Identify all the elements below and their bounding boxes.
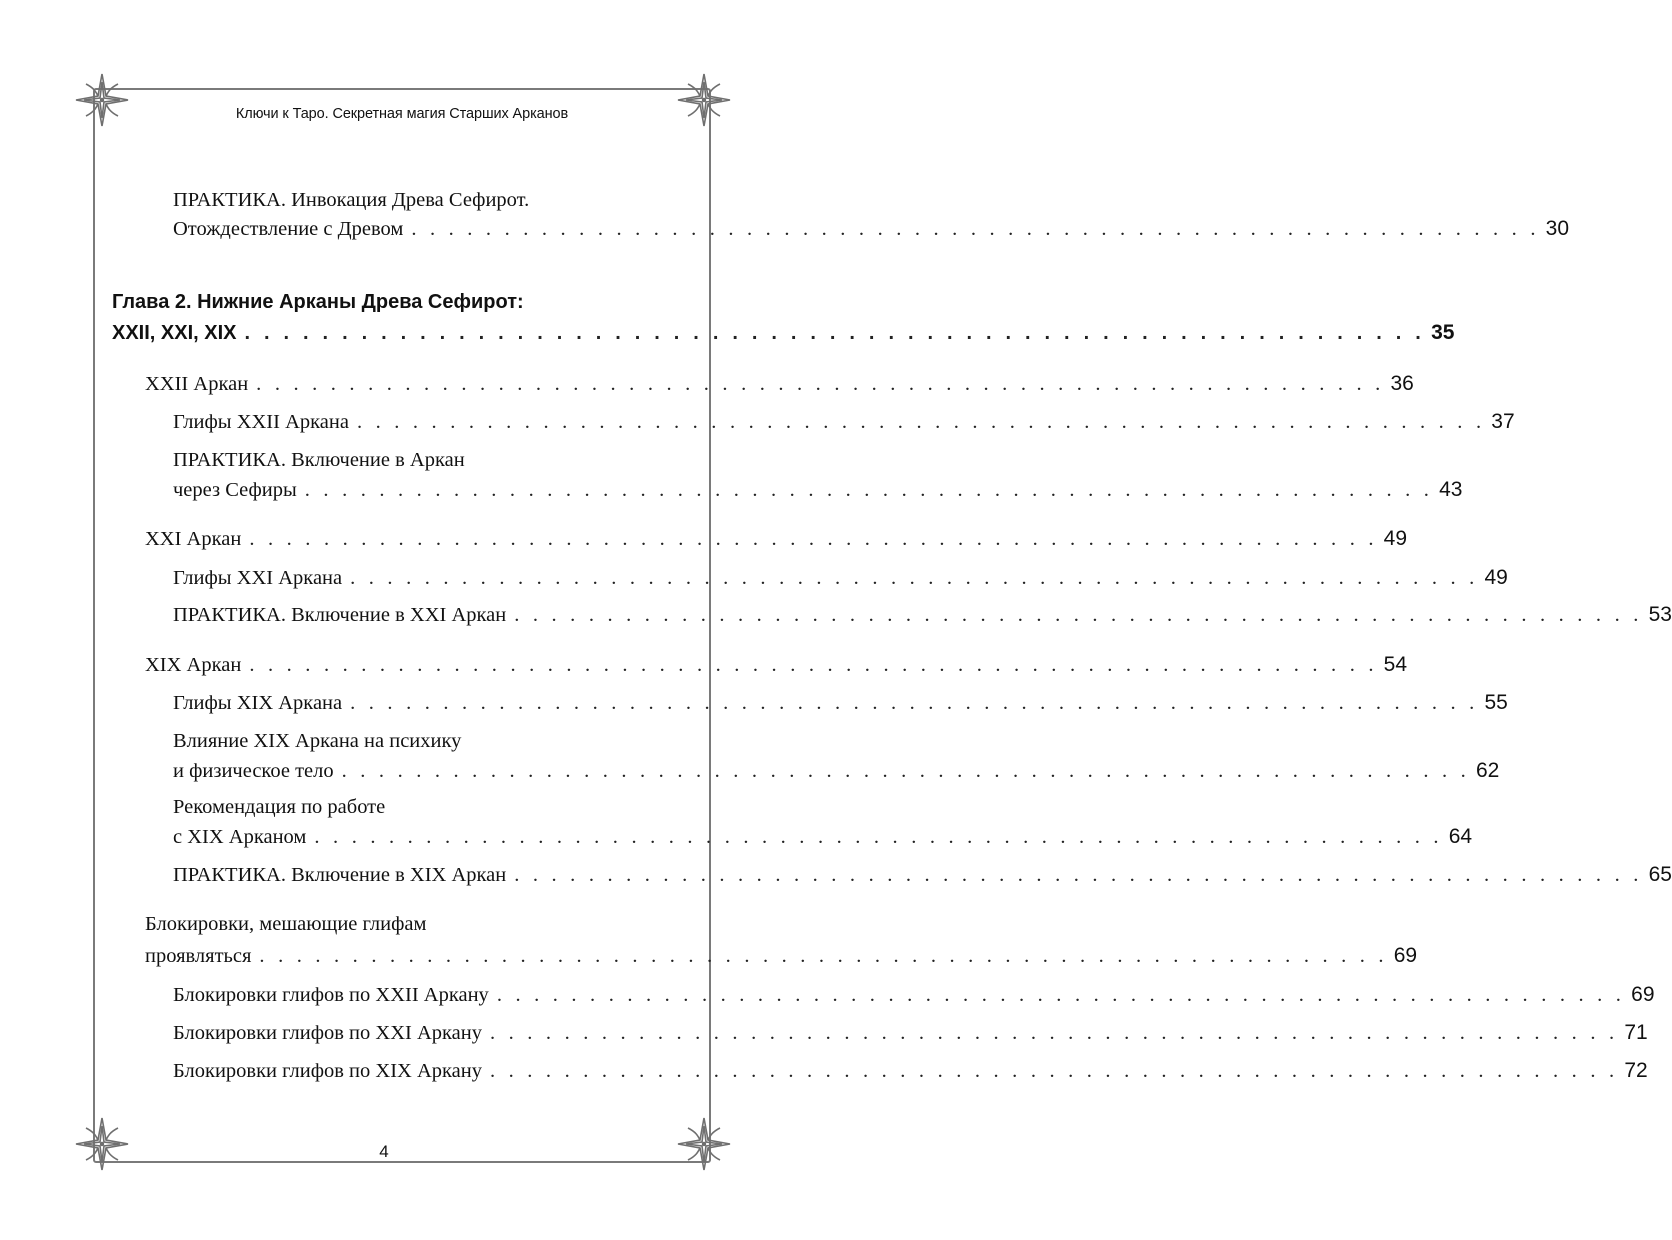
toc-page-number: 65 xyxy=(1648,863,1672,886)
toc-entry-title: Блокировки глифов по XXI Аркану xyxy=(173,1021,482,1044)
toc-entry[interactable] xyxy=(173,566,1508,589)
toc-entry[interactable] xyxy=(173,410,1515,433)
toc-page-number: 35 xyxy=(1431,321,1455,344)
toc-entry-title: Глифы XXII Аркана xyxy=(173,410,349,433)
toc-entry-title: Глифы XIX Аркана xyxy=(173,691,343,714)
dot-leader: . . . . . . . . . . . . . . . . . . . . . . . . . . . . . . . . . . . . . . . . . . . . . . . . . . . . . . . . . . . . . xyxy=(304,478,1434,501)
dot-leader: . . . . . . . . . . . . . . . . . . . . . . . . . . . . . . . . . . . . . . . . . . . . . . . . . . . . . . . . . . . . . xyxy=(514,863,1643,886)
dot-leader: . . . . . . . . . . . . . . . . . . . . . . . . . . . . . . . . . . . . . . . . . . . . . . . . . . . . . . . . . . . . . xyxy=(514,603,1643,626)
running-header: Ключи к Таро. Секретная магия Старших Арканов xyxy=(235,106,569,122)
dot-leader: . . . . . . . . . . . . . . . . . . . . . . . . . . . . . . . . . . . . . . . . . . . . . . . . . . . . . . . . . . . . . xyxy=(341,759,1470,782)
toc-page-number: 54 xyxy=(1383,653,1408,676)
toc-entry-title: XXII Аркан xyxy=(145,372,249,395)
toc-page-number: 43 xyxy=(1439,478,1463,501)
toc-entry-title: с XIX Арканом xyxy=(173,825,307,848)
toc-entry[interactable] xyxy=(145,527,1408,550)
toc-entry[interactable] xyxy=(173,478,1463,501)
toc-page-number: 30 xyxy=(1545,217,1570,240)
toc-entry[interactable] xyxy=(173,603,1672,626)
toc-entry-title: Отождествление с Древом xyxy=(173,217,404,240)
toc-page-number: 69 xyxy=(1393,944,1418,967)
dot-leader: . . . . . . . . . . . . . . . . . . . . . . . . . . . . . . . . . . . . . . . . . . . . . . . . . . . . . . . . . . . . . xyxy=(350,691,1479,714)
toc-entry-title: Блокировки глифов по XXII Аркану xyxy=(173,983,489,1006)
toc-page-number: 49 xyxy=(1383,527,1408,550)
toc-entry-title: XXI Аркан xyxy=(145,527,242,550)
dot-leader: . . . . . . . . . . . . . . . . . . . . . . . . . . . . . . . . . . . . . . . . . . . . . . . . . . . . . . . . . . . . . xyxy=(259,944,1388,967)
toc-entry-title: XIX Аркан xyxy=(145,653,242,676)
toc-page-number: 69 xyxy=(1631,983,1655,1006)
dot-leader: . . . . . . . . . . . . . . . . . . . . . . . . . . . . . . . . . . . . . . . . . . . . . . . . . . . . . . . . . . . . . xyxy=(256,372,1385,395)
toc-entry[interactable] xyxy=(145,653,1408,676)
toc-entry-title: ПРАКТИКА. Включение в XIX Аркан xyxy=(173,863,507,886)
toc-entry[interactable] xyxy=(173,863,1672,886)
dot-leader: . . . . . . . . . . . . . . . . . . . . . . . . . . . . . . . . . . . . . . . . . . . . . . . . . . . . . . . . . . . . . xyxy=(496,983,1626,1006)
toc-page-number: 62 xyxy=(1475,759,1500,782)
toc-entry[interactable] xyxy=(173,691,1508,714)
toc-entry-title: через Сефиры xyxy=(173,478,297,501)
toc-entry-title: Блокировки глифов по XIX Аркану xyxy=(173,1059,482,1082)
toc-page-number: 37 xyxy=(1491,410,1515,433)
toc-entry-title: проявляться xyxy=(145,944,252,967)
dot-leader: . . . . . . . . . . . . . . . . . . . . . . . . . . . . . . . . . . . . . . . . . . . . . . . . . . . . . . . . . . . . . xyxy=(249,527,1378,550)
toc-entry-line1: ПРАКТИКА. Включение в Аркан xyxy=(173,449,465,471)
dot-leader: . . . . . . . . . . . . . . . . . . . . . . . . . . . . . . . . . . . . . . . . . . . . . . . . . . . . . . . . . . . . . xyxy=(489,1059,1619,1082)
toc-entry-line1: Влияние XIX Аркана на психику xyxy=(173,730,462,752)
toc-entry[interactable] xyxy=(173,983,1655,1006)
dot-leader: . . . . . . . . . . . . . . . . . . . . . . . . . . . . . . . . . . . . . . . . . . . . . . . . . . . . . . . . . . . . . xyxy=(350,566,1479,589)
toc-entry[interactable] xyxy=(173,217,1570,240)
toc-entry-line1: Рекомендация по работе xyxy=(173,796,386,818)
toc-entry-line1: ПРАКТИКА. Инвокация Древа Сефирот. xyxy=(173,189,530,211)
toc-entry[interactable] xyxy=(173,825,1473,848)
toc-entry-line1: Блокировки, мешающие глифам xyxy=(145,913,427,935)
page-number: 4 xyxy=(379,1142,389,1161)
toc-entry[interactable] xyxy=(145,944,1418,967)
toc-page-number: 71 xyxy=(1624,1021,1648,1044)
toc-entry[interactable] xyxy=(173,1059,1648,1082)
dot-leader: . . . . . . . . . . . . . . . . . . . . . . . . . . . . . . . . . . . . . . . . . . . . . . . . . . . . . . . . . . . . . xyxy=(314,825,1443,848)
toc-entry[interactable] xyxy=(173,1021,1648,1044)
chapter-title: XXII, XXI, XIX xyxy=(112,322,237,344)
toc-entry-title: и физическое тело xyxy=(173,759,334,782)
dot-leader: . . . . . . . . . . . . . . . . . . . . . . . . . . . . . . . . . . . . . . . . . . . . . . . . . . . . . . . . . . . . . xyxy=(489,1021,1619,1044)
toc-page-number: 36 xyxy=(1390,372,1414,395)
dot-leader: . . . . . . . . . . . . . . . . . . . . . . . . . . . . . . . . . . . . . . . . . . . . . . . . . . . . . . . . . . . . . xyxy=(244,322,1426,344)
toc-page-number: 72 xyxy=(1624,1059,1648,1082)
toc-page-number: 49 xyxy=(1484,566,1508,589)
toc-page-number: 55 xyxy=(1484,691,1508,714)
chapter-heading-line1: Глава 2. Нижние Арканы Древа Сефирот: xyxy=(112,291,524,313)
chapter-entry[interactable] xyxy=(112,321,1455,344)
dot-leader: . . . . . . . . . . . . . . . . . . . . . . . . . . . . . . . . . . . . . . . . . . . . . . . . . . . . . . . . . . . . . xyxy=(356,410,1486,433)
toc-page-number: 53 xyxy=(1648,603,1672,626)
dot-leader: . . . . . . . . . . . . . . . . . . . . . . . . . . . . . . . . . . . . . . . . . . . . . . . . . . . . . . . . . . . . . xyxy=(249,653,1378,676)
dot-leader: . . . . . . . . . . . . . . . . . . . . . . . . . . . . . . . . . . . . . . . . . . . . . . . . . . . . . . . . . . . . . xyxy=(411,217,1540,240)
toc-entry[interactable] xyxy=(145,372,1414,395)
toc-entry[interactable] xyxy=(173,759,1500,782)
toc-page-number: 64 xyxy=(1448,825,1473,848)
toc-entry-title: Глифы XXI Аркана xyxy=(173,566,343,589)
toc-entry-title: ПРАКТИКА. Включение в XXI Аркан xyxy=(173,603,507,626)
